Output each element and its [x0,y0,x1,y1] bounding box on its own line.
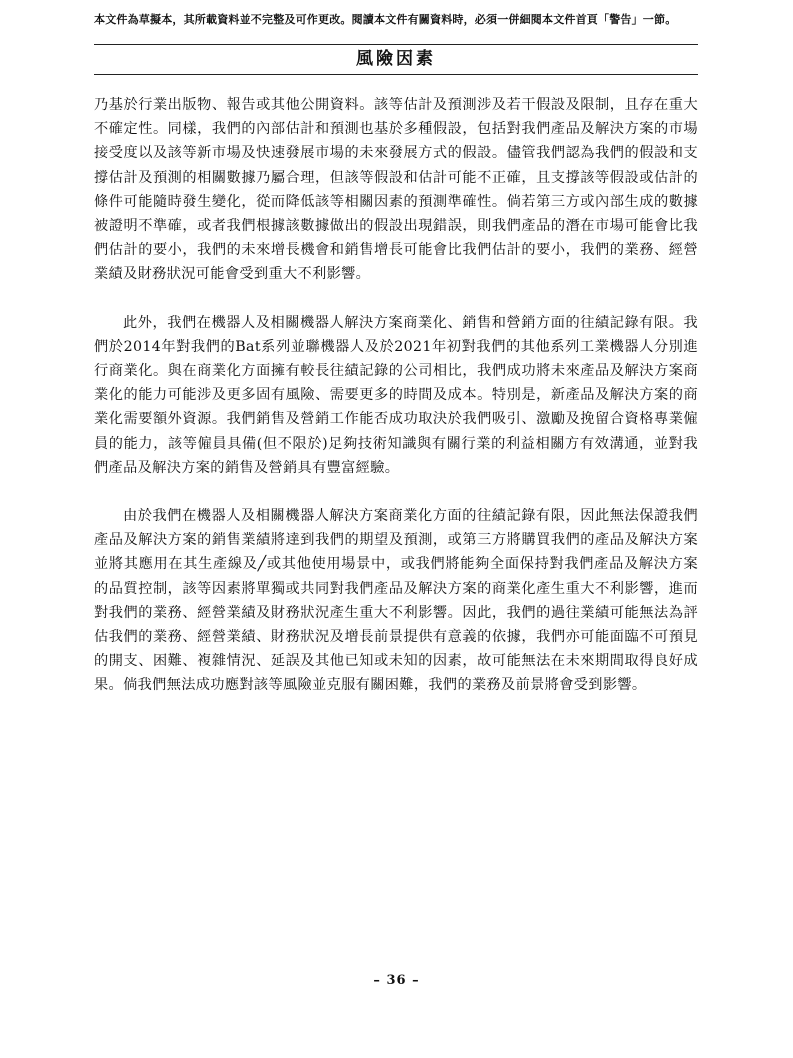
body-text [94,93,698,722]
section-title: 風險因素 [356,49,436,69]
paragraph-3: 由於我們在機器人及相關機器人解決方案商業化方面的往績記錄有限，因此無法保證我們產品及解決方案的銷售業績將達到我們的期望及預測，或第三方將購買我們的產品及解決方案並將其應用在其生產線及╱或其他使用場景中，或我們將能夠全面保持對我們產品及解決方案的品質控制，該等因素將單獨或共同對我們產品及解決方案的商業化產生重大不利影響，進而對我們的業務、經營業績及財務狀況產生重大不利影響。因此，我們的過往業績可能無法為評估我們的業務、經營業績、財務狀況及增長前景提供有意義的依據，我們亦可能面臨不可預見的開支、困難、複雜情況、延誤及其他已知或未知的因素，故可能無法在未來期間取得良好成果。倘我們無法成功應對該等風險並克服有關困難，我們的業務及前景將會受到影響。 [94,508,698,694]
paragraph-2: 此外，我們在機器人及相關機器人解決方案商業化、銷售和營銷方面的往績記錄有限。我們於2014年對我們的Bat系列並聯機器人及於2021年初對我們的其他系列工業機器人分別進行商業化。與在商業化方面擁有較長往績記錄的公司相比，我們成功將未來產品及解決方案商業化的能力可能涉及更多固有風險、需要更多的時間及成本。特別是，新產品及解決方案的商業化需要額外資源。我們銷售及營銷工作能否成功取決於我們吸引、激勵及挽留合資格專業僱員的能力，該等僱員具備(但不限於)足夠技術知識與有關行業的利益相關方有效溝通，並對我們產品及解決方案的銷售及營銷具有豐富經驗。 [94,314,698,476]
draft-warning-notice: 本文件為草擬本，其所載資料並不完整及可作更改。閱讀本文件有關資料時，必須一併細閱本文件首頁「警告」一節。 [94,13,677,26]
paragraph-1: 乃基於行業出版物、報告或其他公開資料。該等估計及預測涉及若干假設及限制，且存在重大不確定性。同樣，我們的內部估計和預測也基於多種假設，包括對我們產品及解決方案的市場接受度以及該等新市場及快速發展市場的未來發展方式的假設。儘管我們認為我們的假設和支撐估計及預測的相關數據乃屬合理，但該等假設和估計可能不正確，且支撐該等假設或估計的條件可能隨時發生變化，從而降低該等相關因素的預測準確性。倘若第三方或內部生成的數據被證明不準確，或者我們根據該數據做出的假設出現錯誤，則我們產品的潛在市場可能會比我們估計的要小，我們的未來增長機會和銷售增長可能會比我們估計的要小，我們的業務、經營業績及財務狀況可能會受到重大不利影響。 [94,97,698,283]
page-number: – 36 – [373,973,420,988]
header-top-rule [94,44,698,45]
header-bottom-rule [94,74,698,75]
